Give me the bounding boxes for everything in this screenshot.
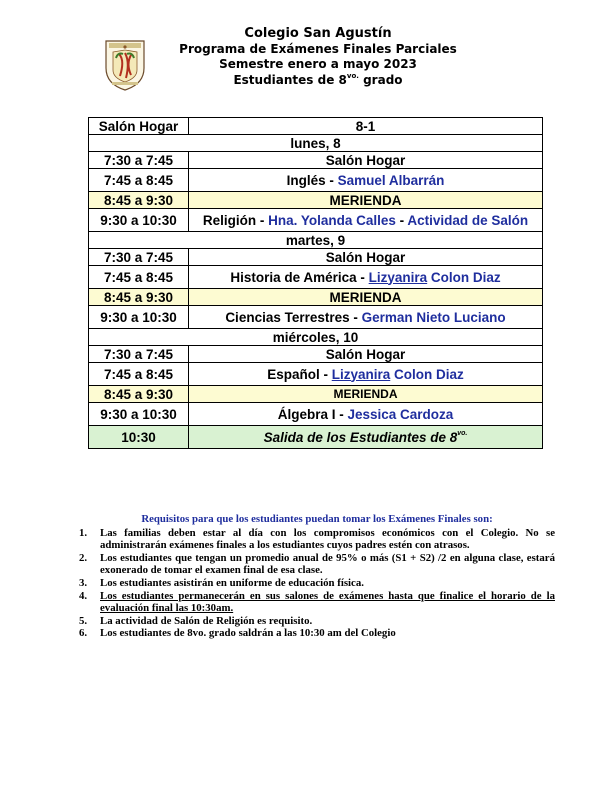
subject-cell: Salón Hogar bbox=[189, 346, 543, 363]
day-label: martes, 9 bbox=[89, 232, 543, 249]
time-cell: 7:30 a 7:45 bbox=[89, 346, 189, 363]
subject-name: Ciencias Terrestres bbox=[225, 309, 350, 325]
teacher-name: German Nieto Luciano bbox=[361, 309, 506, 325]
subject-name: Español bbox=[267, 366, 320, 382]
table-row bbox=[89, 209, 543, 232]
requirements-list bbox=[79, 527, 555, 640]
subject-cell bbox=[189, 306, 543, 329]
break-row bbox=[89, 386, 543, 403]
students-line bbox=[150, 73, 486, 89]
activity-name: Actividad de Salón bbox=[407, 212, 529, 228]
time-cell: 7:45 a 8:45 bbox=[89, 363, 189, 386]
time-cell: 7:30 a 7:45 bbox=[89, 249, 189, 266]
exit-text: Salida de los Estudiantes de 8 bbox=[263, 429, 458, 445]
time-cell: 7:45 a 8:45 bbox=[89, 266, 189, 289]
subject-name: Religión bbox=[202, 212, 257, 228]
item-text: La actividad de Salón de Religión es requisito. bbox=[100, 614, 313, 627]
table-row bbox=[89, 169, 543, 192]
time-cell: 8:45 a 9:30 bbox=[89, 289, 189, 306]
table-header-row bbox=[89, 118, 543, 135]
list-item bbox=[79, 615, 555, 628]
subject-cell: Salón Hogar bbox=[189, 249, 543, 266]
item-text: Las familias deben estar al día con los compromisos económicos con el Colegio. No se administrarán exámenes finales a los estudiantes cuyos padres estén con atrasos. bbox=[100, 526, 555, 552]
teacher-name: Jessica Cardoza bbox=[347, 406, 454, 422]
item-text: Los estudiantes permanecerán en sus salones de exámenes hasta que finalice el horario de la evaluación final las 10:30am. bbox=[100, 589, 555, 615]
time-cell: 9:30 a 10:30 bbox=[89, 306, 189, 329]
separator: - bbox=[325, 172, 338, 188]
teacher-first-name: Lizyanira bbox=[368, 269, 428, 285]
item-number: 4. bbox=[79, 589, 88, 602]
time-cell: 8:45 a 9:30 bbox=[89, 192, 189, 209]
document-header bbox=[150, 26, 486, 88]
separator: - bbox=[356, 269, 369, 285]
table-row bbox=[89, 249, 543, 266]
semester-line: Semestre enero a mayo 2023 bbox=[219, 57, 417, 71]
day-label: miércoles, 10 bbox=[89, 329, 543, 346]
time-cell: 7:45 a 8:45 bbox=[89, 169, 189, 192]
students-suffix: grado bbox=[358, 72, 403, 87]
teacher-name: Hna. Yolanda Calles bbox=[268, 212, 396, 228]
subject-cell bbox=[189, 403, 543, 426]
time-cell: 9:30 a 10:30 bbox=[89, 209, 189, 232]
break-cell: MERIENDA bbox=[189, 289, 543, 306]
separator: - bbox=[319, 366, 332, 382]
day-label: lunes, 8 bbox=[89, 135, 543, 152]
table-row bbox=[89, 306, 543, 329]
separator: - bbox=[256, 212, 269, 228]
time-cell: 7:30 a 7:45 bbox=[89, 152, 189, 169]
subject-cell: Salón Hogar bbox=[189, 152, 543, 169]
day-row bbox=[89, 232, 543, 249]
separator: - bbox=[349, 309, 362, 325]
requirements-title: Requisitos para que los estudiantes puedan tomar los Exámenes Finales son: bbox=[141, 513, 493, 525]
school-crest-logo bbox=[104, 38, 146, 92]
list-item bbox=[79, 552, 555, 577]
subject-name: Historia de América bbox=[230, 269, 357, 285]
program-title: Programa de Exámenes Finales Parciales bbox=[179, 41, 457, 56]
table-row bbox=[89, 346, 543, 363]
separator: - bbox=[335, 406, 348, 422]
teacher-last-name: Colon Diaz bbox=[390, 366, 464, 382]
item-number: 5. bbox=[79, 614, 88, 627]
subject-cell bbox=[189, 363, 543, 386]
teacher-last-name: Colon Diaz bbox=[427, 269, 501, 285]
item-number: 6. bbox=[79, 627, 88, 640]
teacher-name: Samuel Albarrán bbox=[337, 172, 445, 188]
item-number: 1. bbox=[79, 526, 88, 539]
subject-name: Álgebra I bbox=[277, 406, 336, 422]
list-item bbox=[79, 590, 555, 615]
break-row bbox=[89, 289, 543, 306]
exit-sup: vo. bbox=[457, 430, 468, 437]
school-name: Colegio San Agustín bbox=[244, 26, 392, 41]
homeroom-label-cell: Salón Hogar bbox=[89, 118, 189, 135]
table-row bbox=[89, 152, 543, 169]
exam-schedule-table bbox=[88, 117, 543, 449]
break-row bbox=[89, 192, 543, 209]
list-item bbox=[79, 627, 555, 640]
time-cell: 9:30 a 10:30 bbox=[89, 403, 189, 426]
group-cell: 8-1 bbox=[189, 118, 543, 135]
item-text: Los estudiantes asistirán en uniforme de educación física. bbox=[100, 576, 364, 589]
item-number: 3. bbox=[79, 576, 88, 589]
subject-cell bbox=[189, 169, 543, 192]
day-row bbox=[89, 135, 543, 152]
students-sup: vo. bbox=[346, 71, 359, 80]
list-item bbox=[79, 577, 555, 590]
subject-name: Inglés bbox=[286, 172, 326, 188]
exit-text-cell bbox=[189, 426, 543, 449]
list-item bbox=[79, 527, 555, 552]
subject-cell bbox=[189, 209, 543, 232]
time-cell: 8:45 a 9:30 bbox=[89, 386, 189, 403]
item-number: 2. bbox=[79, 551, 88, 564]
exit-row bbox=[89, 426, 543, 449]
break-cell: MERIENDA bbox=[189, 192, 543, 209]
requirements-section bbox=[79, 513, 555, 640]
day-row bbox=[89, 329, 543, 346]
table-row bbox=[89, 363, 543, 386]
students-prefix: Estudiantes de 8 bbox=[233, 72, 347, 87]
teacher-first-name: Lizyanira bbox=[331, 366, 391, 382]
separator: - bbox=[395, 212, 408, 228]
item-text: Los estudiantes de 8vo. grado saldrán a las 10:30 am del Colegio bbox=[100, 627, 396, 640]
subject-cell bbox=[189, 266, 543, 289]
table-row bbox=[89, 403, 543, 426]
table-row bbox=[89, 266, 543, 289]
break-cell: MERIENDA bbox=[189, 386, 543, 403]
exit-time-cell: 10:30 bbox=[89, 426, 189, 449]
item-text: Los estudiantes que tengan un promedio anual de 95% o más (S1 + S2) /2 en alguna clase, estará exonerado de tomar el examen final de esa clase. bbox=[100, 551, 555, 577]
